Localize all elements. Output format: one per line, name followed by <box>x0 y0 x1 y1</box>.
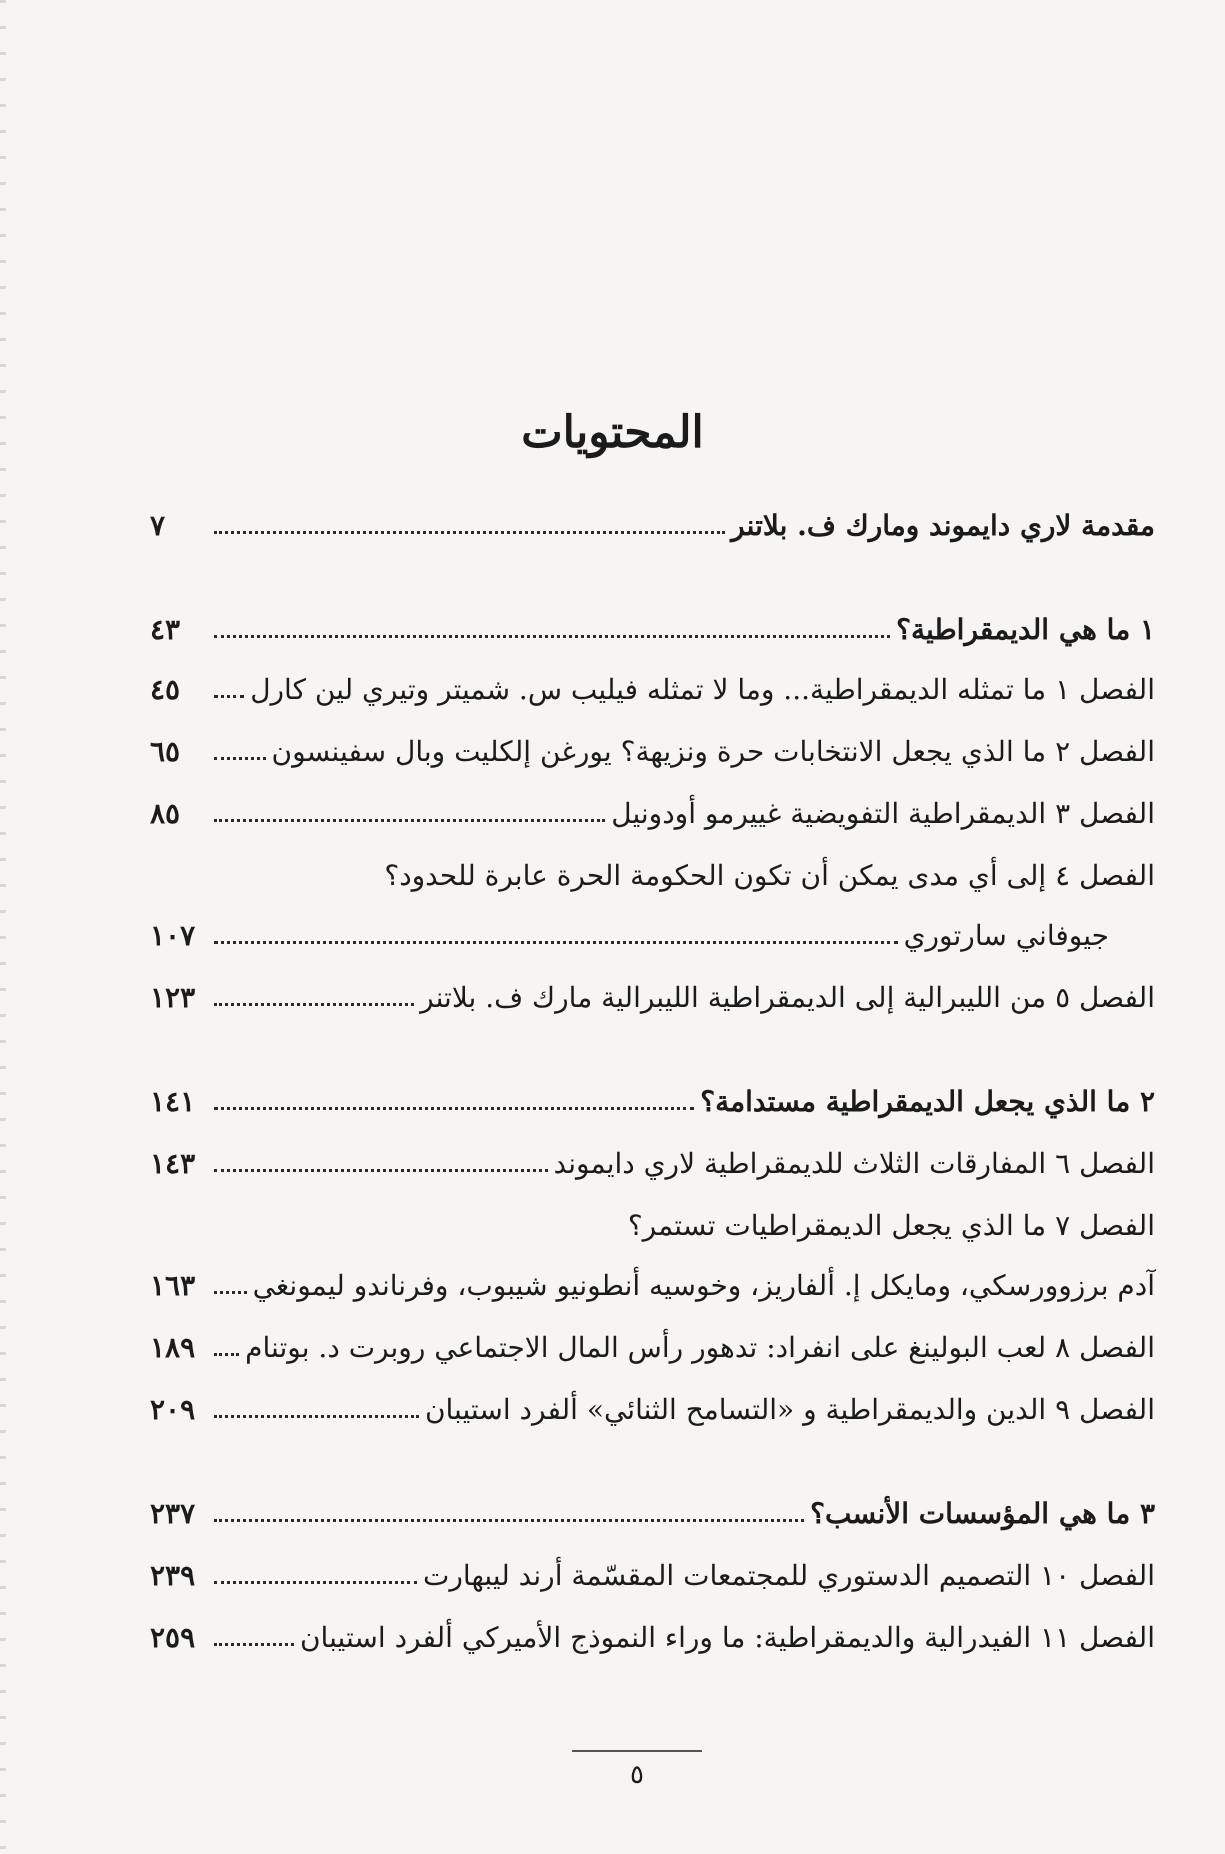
toc-entry-text: الفصل ٥ من الليبرالية إلى الديمقراطية الليبرالية مارك ف. بلاتنر <box>420 981 1155 1014</box>
toc-page-number: ٢٥٩ <box>150 1621 196 1654</box>
toc-entry-text: الفصل ١١ الفيدرالية والديمقراطية: ما وراء النموذج الأميركي ألفرد استيبان <box>299 1621 1155 1654</box>
toc-page-number: ٧ <box>150 509 166 542</box>
toc-entry-text: آدم برزوورسكي، ومايكل إ. ألفاريز، وخوسيه أنطونيو شيبوب، وفرناندو ليمونغي <box>252 1269 1155 1302</box>
toc-entry-text: ٢ ما الذي يجعل الديمقراطية مستدامة؟ <box>700 1085 1155 1118</box>
page-edge <box>0 0 6 1854</box>
leader-dots <box>214 695 244 698</box>
toc-entry-text: الفصل ٣ الديمقراطية التفويضية غييرمو أودونيل <box>611 797 1155 830</box>
page-title: المحتويات <box>521 407 704 459</box>
toc-entry-text: الفصل ٩ الدين والديمقراطية و «التسامح الثنائي» ألفرد استيبان <box>424 1393 1155 1426</box>
toc-chapter-3 <box>150 790 1155 834</box>
toc-entry-text: الفصل ٤ إلى أي مدى يمكن أن تكون الحكومة الحرة عابرة للحدود؟ <box>384 859 1155 892</box>
toc-page-number: ٢٣٧ <box>150 1497 196 1530</box>
toc-page-number: ٢٣٩ <box>150 1559 196 1592</box>
leader-dots <box>214 757 266 760</box>
toc-entry-text: الفصل ٢ ما الذي يجعل الانتخابات حرة ونزيهة؟ يورغن إلكليت وبال سفينسون <box>271 735 1155 768</box>
leader-dots <box>214 941 898 944</box>
toc-entry-text: جيوفاني سارتوري <box>903 919 1109 952</box>
toc-chapter-8 <box>150 1324 1155 1368</box>
leader-dots <box>214 1003 414 1006</box>
toc-entry-text: الفصل ٦ المفارقات الثلاث للديمقراطية لاري دايموند <box>553 1147 1155 1180</box>
toc-chapter-5 <box>150 974 1155 1018</box>
toc-page-number: ١٤٣ <box>150 1147 196 1180</box>
toc-chapter-7 <box>150 1202 1155 1246</box>
leader-dots <box>214 1107 694 1110</box>
leader-dots <box>214 819 605 822</box>
leader-dots <box>214 1581 417 1584</box>
page-number: ٥ <box>630 1760 644 1790</box>
leader-dots <box>214 1519 804 1522</box>
toc-page-number: ١٦٣ <box>150 1269 196 1302</box>
toc-page-number: ٤٣ <box>150 613 181 646</box>
toc-entry-text: مقدمة لاري دايموند ومارك ف. بلاتنر <box>731 509 1155 542</box>
toc-entry-text: ٣ ما هي المؤسسات الأنسب؟ <box>810 1497 1155 1530</box>
toc-chapter-1 <box>150 666 1155 710</box>
toc-part-3 <box>150 1490 1155 1534</box>
toc-entry-text: الفصل ٧ ما الذي يجعل الديمقراطيات تستمر؟ <box>627 1209 1155 1242</box>
toc-chapter-7-authors <box>150 1262 1155 1306</box>
leader-dots <box>214 1643 294 1646</box>
toc-page-number: ٦٥ <box>150 735 181 768</box>
toc-chapter-9 <box>150 1386 1155 1430</box>
footer-rule <box>572 1750 702 1752</box>
toc-chapter-10 <box>150 1552 1155 1596</box>
toc-part-1 <box>150 606 1155 650</box>
leader-dots <box>214 531 725 534</box>
toc-page-number: ١٢٣ <box>150 981 196 1014</box>
toc-part-2 <box>150 1078 1155 1122</box>
leader-dots <box>214 1353 239 1356</box>
leader-dots <box>214 1291 247 1294</box>
toc-chapter-4 <box>150 852 1155 896</box>
toc-chapter-6 <box>150 1140 1155 1184</box>
toc-entry-intro <box>150 502 1155 546</box>
toc-page-number: ٢٠٩ <box>150 1393 196 1426</box>
toc-entry-text: الفصل ٨ لعب البولينغ على انفراد: تدهور رأس المال الاجتماعي روبرت د. بوتنام <box>245 1331 1155 1364</box>
toc-page-number: ١٨٩ <box>150 1331 196 1364</box>
toc-page-number: ٤٥ <box>150 673 181 706</box>
toc-page-number: ١٤١ <box>150 1085 196 1118</box>
toc-chapter-4-author <box>150 912 1155 956</box>
toc-entry-text: الفصل ١ ما تمثله الديمقراطية... وما لا تمثله فيليب س. شميتر وتيري لين كارل <box>250 673 1155 706</box>
leader-dots <box>214 1169 548 1172</box>
leader-dots <box>214 1415 419 1418</box>
toc-entry-text: الفصل ١٠ التصميم الدستوري للمجتمعات المقسّمة أرند ليبهارت <box>423 1559 1155 1592</box>
leader-dots <box>214 635 890 638</box>
toc-chapter-11 <box>150 1614 1155 1658</box>
toc-chapter-2 <box>150 728 1155 772</box>
toc-page-number: ٨٥ <box>150 797 181 830</box>
toc-entry-text: ١ ما هي الديمقراطية؟ <box>896 613 1155 646</box>
toc-page-number: ١٠٧ <box>150 919 196 952</box>
